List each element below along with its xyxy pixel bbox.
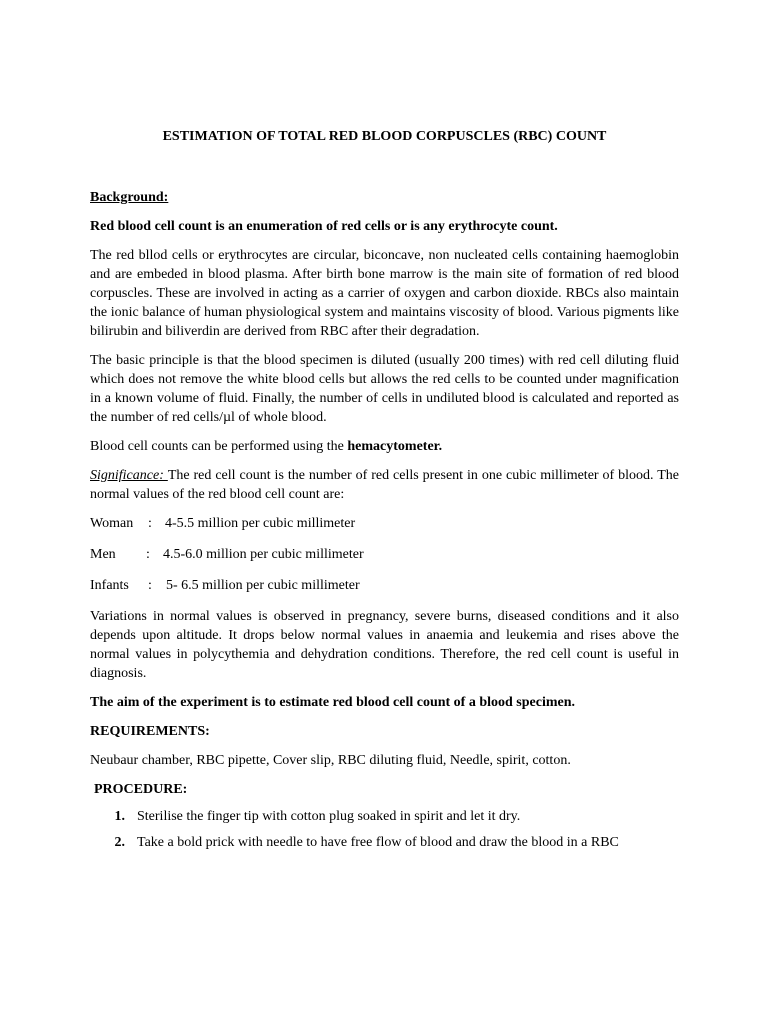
hemacytometer-paragraph [90,437,679,456]
step-number: 1. [114,809,125,824]
step-number: 2. [114,835,125,850]
normal-value-colon: : [148,578,152,593]
procedure-step [90,833,679,852]
significance-text: The red cell count is the number of red cells present in one cubic millimeter of blood. The normal values of the red blood cell count are: [90,468,679,502]
erythrocyte-paragraph: The red bllod cells or erythrocytes are circular, biconcave, non nucleated cells containing haemoglobin and are embeded in blood plasma. After birth bone marrow is the main site of formation of red blood corpuscles. These are involved in acting as a carrier of oxygen and carbon dioxide. RBCs also maintain the ionic balance of human physiological system and maintains viscosity of blood. Various pigments like bilirubin and biliverdin are derived from RBC after their degradation. [90,248,679,339]
background-heading: Background: [90,190,169,205]
normal-value-row [90,514,679,533]
document-title: ESTIMATION OF TOTAL RED BLOOD CORPUSCLES (RBC) COUNT [162,129,607,144]
procedure-step [90,807,679,826]
normal-value-group: Woman [90,516,134,531]
normal-value-range: 5- 6.5 million per cubic millimeter [166,578,360,593]
significance-label: Significance: [90,468,168,483]
requirements-list: Neubaur chamber, RBC pipette, Cover slip, RBC diluting fluid, Needle, spirit, cotton. [90,753,571,768]
procedure-steps [90,807,679,852]
aim-statement: The aim of the experiment is to estimate red blood cell count of a blood specimen. [90,695,576,710]
variations-paragraph: Variations in normal values is observed in pregnancy, severe burns, diseased conditions and it also depends upon altitude. It drops below normal values in anaemia and leukemia and rises above the normal values in polycythemia and dehydration conditions. Therefore, the red cell count is useful in diagnosis. [90,609,679,681]
hemacytometer-prefix: Blood cell counts can be performed using the [90,439,348,454]
normal-value-row [90,545,679,564]
principle-paragraph: The basic principle is that the blood specimen is diluted (usually 200 times) with red cell diluting fluid which does not remove the white blood cells but allows the red cells to be counted under magnification in a known volume of fluid. Finally, the number of cells in undiluted blood is calculated and reported as the number of red cells/µl of whole blood. [90,353,679,425]
definition-text: Red blood cell count is an enumeration of red cells or is any erythrocyte count. [90,219,558,234]
requirements-heading: REQUIREMENTS: [90,724,210,739]
normal-value-colon: : [148,516,152,531]
step-text: Sterilise the finger tip with cotton plug soaked in spirit and let it dry. [137,809,521,824]
normal-value-range: 4-5.5 million per cubic millimeter [165,516,356,531]
normal-value-colon: : [146,547,150,562]
document-page [90,127,679,859]
procedure-heading: PROCEDURE: [94,782,188,797]
normal-value-group: Infants [90,578,129,593]
normal-value-range: 4.5-6.0 million per cubic millimeter [163,547,364,562]
step-text: Take a bold prick with needle to have free flow of blood and draw the blood in a RBC [137,835,619,850]
hemacytometer-term: hemacytometer. [347,439,443,454]
significance-paragraph [90,466,679,504]
normal-value-row [90,576,679,595]
normal-value-group: Men [90,547,116,562]
